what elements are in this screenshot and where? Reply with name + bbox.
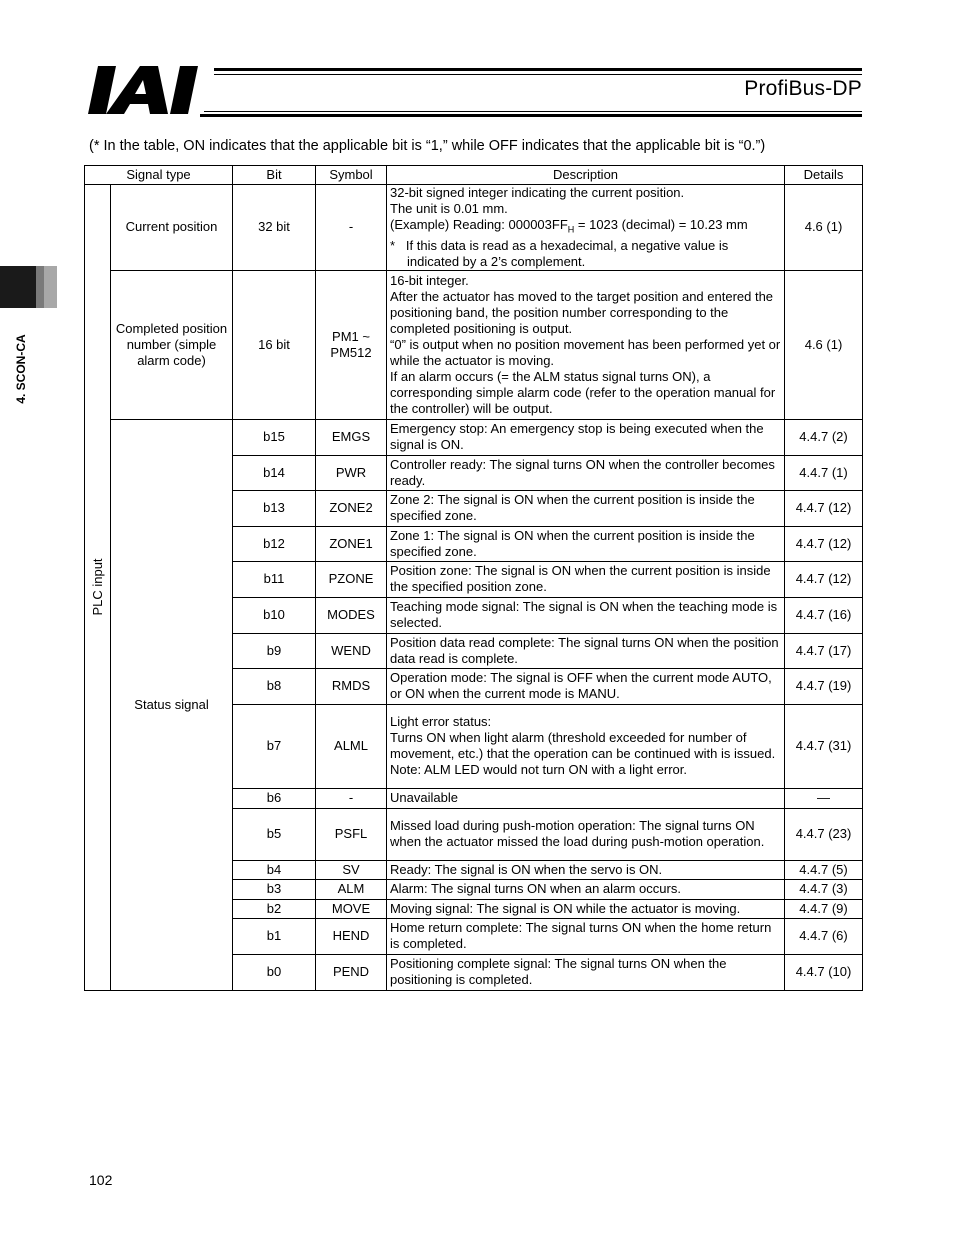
header-rule (214, 68, 862, 71)
symbol-cell: PEND (316, 954, 387, 990)
symbol-cell: PM1 ~ PM512 (316, 270, 387, 419)
details-cell: 4.4.7 (23) (785, 808, 863, 860)
header-details: Details (785, 166, 863, 185)
description-cell (387, 185, 785, 271)
details-cell: 4.6 (1) (785, 270, 863, 419)
bit-cell: b9 (233, 633, 316, 668)
bit-cell: b14 (233, 455, 316, 490)
symbol-cell: - (316, 788, 387, 808)
details-cell: 4.4.7 (5) (785, 860, 863, 879)
bit-cell: b11 (233, 561, 316, 597)
bit-cell: b8 (233, 668, 316, 704)
description-line: After the actuator has moved to the target position and entered the positioning band, the position number corresponding to the completed positioning is output. (390, 288, 774, 336)
description-cell: Operation mode: The signal is OFF when the current mode AUTO, or ON when the current mode is MANU. (387, 668, 785, 704)
description-line: 16-bit integer. (390, 272, 469, 288)
bit-cell: b1 (233, 918, 316, 954)
header-signal-type: Signal type (85, 166, 233, 185)
symbol-cell: SV (316, 860, 387, 879)
description-line: (Example) Reading: $000003FF_H = 1023$ (decimal) = 10.23 mm (390, 217, 748, 235)
signal-table (84, 165, 863, 991)
description-cell: Missed load during push-motion operation: The signal turns ON when the actuator missed the load during push-motion operation. (387, 808, 785, 860)
description-cell: Ready: The signal is ON when the servo is ON. (387, 860, 785, 879)
symbol-cell: PZONE (316, 561, 387, 597)
symbol-cell: ZONE2 (316, 490, 387, 526)
description-cell: Zone 2: The signal is ON when the current position is inside the specified zone. (387, 490, 785, 526)
signal-type-cell: Completed position number (simple alarm code) (111, 270, 233, 419)
bit-cell: b6 (233, 788, 316, 808)
symbol-cell: WEND (316, 633, 387, 668)
details-cell: 4.4.7 (10) (785, 954, 863, 990)
bit-cell: 16 bit (233, 270, 316, 419)
description-line: 32-bit signed integer indicating the current position. (390, 185, 685, 200)
bit-cell: b5 (233, 808, 316, 860)
table-row (85, 419, 863, 455)
symbol-cell: EMGS (316, 419, 387, 455)
description-cell: Emergency stop: An emergency stop is being executed when the signal is ON. (387, 419, 785, 455)
header-bit: Bit (233, 166, 316, 185)
details-cell: 4.4.7 (16) (785, 597, 863, 633)
details-cell: 4.4.7 (3) (785, 879, 863, 899)
symbol-cell: PWR (316, 455, 387, 490)
table-row (85, 270, 863, 419)
hex-subscript: H (567, 224, 575, 235)
header-rule (214, 74, 862, 75)
details-cell: 4.4.7 (1) (785, 455, 863, 490)
symbol-cell: - (316, 185, 387, 271)
bit-cell: b15 (233, 419, 316, 455)
table-header-row (85, 166, 863, 185)
symbol-cell: ZONE1 (316, 526, 387, 561)
description-cell: Home return complete: The signal turns ON when the home return is completed. (387, 918, 785, 954)
description-cell: Position data read complete: The signal turns ON when the position data read is complete. (387, 633, 785, 668)
description-line: The unit is 0.01 mm. (390, 201, 508, 216)
description-line: “0” is output when no position movement has been performed yet or while the actuator is moving. (390, 336, 781, 368)
description-cell: Moving signal: The signal is ON while the actuator is moving. (387, 899, 785, 918)
description-cell (387, 270, 785, 419)
details-cell: — (785, 788, 863, 808)
description-cell: Position zone: The signal is ON when the current position is inside the specified position zone. (387, 561, 785, 597)
bit-cell: 32 bit (233, 185, 316, 271)
details-cell: 4.4.7 (12) (785, 490, 863, 526)
bit-cell: b2 (233, 899, 316, 918)
bit-cell: b13 (233, 490, 316, 526)
bit-cell: b3 (233, 879, 316, 899)
symbol-cell: ALML (316, 704, 387, 788)
header-symbol: Symbol (316, 166, 387, 185)
brand-title: ProfiBus-DP (744, 77, 862, 100)
description-line: * If this data is read as a hexadecimal, a negative value is indicated by a 2’s complement. (390, 237, 729, 269)
table-note: (* In the table, ON indicates that the applicable bit is “1,” while OFF indicates that the applicable bit is “0.”) (89, 138, 766, 154)
symbol-cell: RMDS (316, 668, 387, 704)
signal-type-cell: Current position (111, 185, 233, 271)
description-cell: Positioning complete signal: The signal turns ON when the positioning is completed. (387, 954, 785, 990)
description-cell: Light error status: Turns ON when light alarm (threshold exceeded for number of movement, etc.) that the operation can be continued with is issued. Note: ALM LED would not turn ON with a light error. (387, 704, 785, 788)
symbol-cell: MODES (316, 597, 387, 633)
description-cell: Zone 1: The signal is ON when the current position is inside the specified zone. (387, 526, 785, 561)
symbol-cell: HEND (316, 918, 387, 954)
symbol-cell: MOVE (316, 899, 387, 918)
details-cell: 4.4.7 (12) (785, 526, 863, 561)
chapter-label: 4. SCON-CA (14, 334, 28, 404)
bit-cell: b0 (233, 954, 316, 990)
details-cell: 4.4.7 (31) (785, 704, 863, 788)
bit-cell: b7 (233, 704, 316, 788)
bit-cell: b12 (233, 526, 316, 561)
details-cell: 4.4.7 (6) (785, 918, 863, 954)
details-cell: 4.4.7 (19) (785, 668, 863, 704)
table-row (85, 185, 863, 271)
bit-cell: b4 (233, 860, 316, 879)
details-cell: 4.4.7 (2) (785, 419, 863, 455)
group-label-cell (85, 185, 111, 991)
description-cell: Unavailable (387, 788, 785, 808)
header-rule (204, 111, 862, 112)
details-cell: 4.6 (1) (785, 185, 863, 271)
details-cell: 4.4.7 (9) (785, 899, 863, 918)
page-number: 102 (89, 1172, 113, 1188)
iai-logo (86, 66, 208, 114)
header-rule (200, 114, 862, 117)
details-cell: 4.4.7 (12) (785, 561, 863, 597)
description-cell: Controller ready: The signal turns ON when the controller becomes ready. (387, 455, 785, 490)
header-description: Description (387, 166, 785, 185)
chapter-tab-marker (0, 266, 36, 308)
description-cell: Alarm: The signal turns ON when an alarm occurs. (387, 879, 785, 899)
details-cell: 4.4.7 (17) (785, 633, 863, 668)
signal-type-cell: Status signal (111, 419, 233, 990)
plc-input-label: PLC input (89, 558, 105, 616)
description-cell: Teaching mode signal: The signal is ON when the teaching mode is selected. (387, 597, 785, 633)
description-line: If an alarm occurs (= the ALM status signal turns ON), a corresponding simple alarm code (refer to the operation manual for the controller) will be output. (390, 368, 776, 416)
chapter-tab-marker (44, 266, 57, 308)
symbol-cell: PSFL (316, 808, 387, 860)
chapter-tab-marker (36, 266, 44, 308)
bit-cell: b10 (233, 597, 316, 633)
symbol-cell: ALM (316, 879, 387, 899)
